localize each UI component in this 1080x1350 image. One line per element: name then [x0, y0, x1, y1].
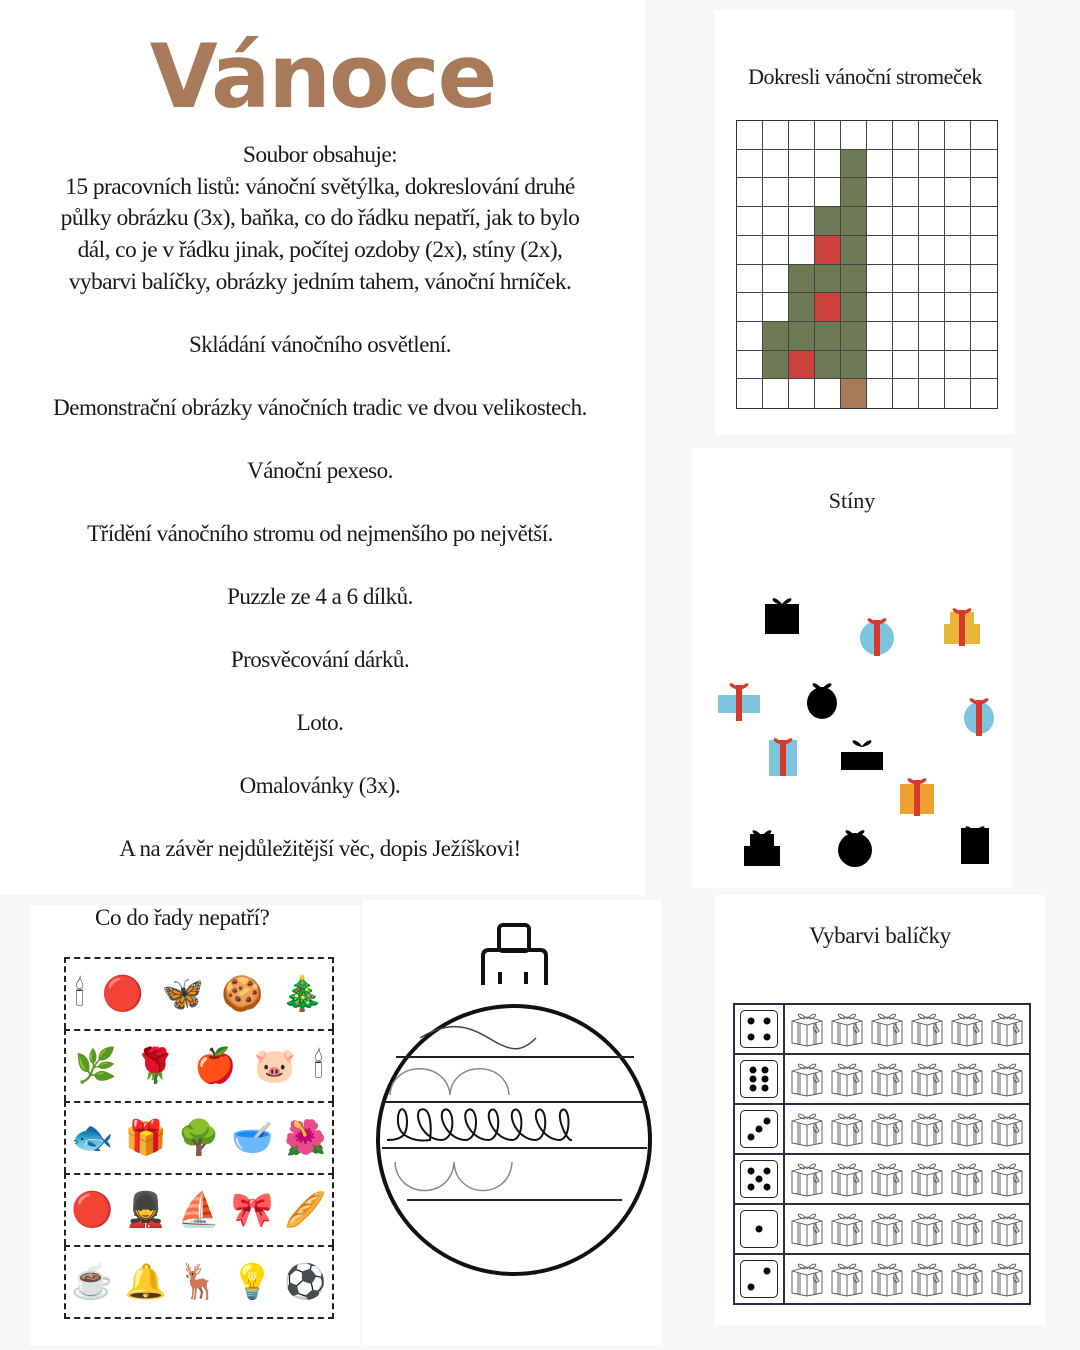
grid-cell-tree[interactable]	[763, 351, 789, 380]
gift-outline-icon[interactable]	[788, 1057, 826, 1101]
grid-cell[interactable]	[971, 121, 997, 150]
mistletoe-icon[interactable]: 🌿	[74, 1046, 118, 1086]
grid-cell[interactable]	[763, 236, 789, 265]
gift-outline-icon[interactable]	[908, 1107, 946, 1151]
grid-cell[interactable]	[945, 379, 971, 408]
grid-cell[interactable]	[971, 265, 997, 294]
tea-cup-icon[interactable]: ☕	[71, 1262, 114, 1302]
dice-4-icon	[740, 1010, 778, 1048]
odd-one-out-row	[64, 1029, 334, 1101]
gift-outline-icon[interactable]	[868, 1057, 906, 1101]
grid-cell-tree[interactable]	[789, 265, 815, 294]
wave-pattern	[420, 1027, 536, 1049]
gift-outline-icon[interactable]	[868, 1107, 906, 1151]
grid-cell-tree[interactable]	[789, 293, 815, 322]
feature-item: Omalovánky (3x).	[239, 773, 401, 798]
grid-cell[interactable]	[893, 121, 919, 150]
odd-one-out-row	[64, 1173, 334, 1245]
dice-pip	[763, 1118, 770, 1125]
baking-icon[interactable]: 🥣	[230, 1118, 274, 1158]
gift-shadow-stacked-icon[interactable]	[737, 820, 787, 870]
grid-cell[interactable]	[945, 207, 971, 236]
grid-cell[interactable]	[971, 236, 997, 265]
grid-cell[interactable]	[789, 121, 815, 150]
gift-outline-icon[interactable]	[788, 1257, 826, 1301]
gift-cells	[785, 1205, 1029, 1253]
candle-icon[interactable]: 🕯	[313, 1046, 324, 1086]
color-packages-worksheet	[715, 895, 1045, 1325]
gift-shadow-round-icon[interactable]	[797, 673, 847, 723]
grid-cell[interactable]	[945, 150, 971, 179]
grid-cell[interactable]	[893, 207, 919, 236]
grid-cell[interactable]	[971, 150, 997, 179]
dice-cell	[735, 1055, 785, 1103]
description-line: dál, co je v řádku jinak, počítej ozdoby (2x), stíny (2x),	[77, 237, 563, 264]
grid-cell[interactable]	[867, 121, 893, 150]
cups-pattern	[395, 1162, 512, 1191]
grid-cell[interactable]	[919, 265, 945, 294]
gift-outline-icon[interactable]	[788, 1107, 826, 1151]
grid-cell[interactable]	[945, 236, 971, 265]
golden-pig-icon[interactable]: 🐷	[253, 1046, 297, 1086]
gift-outline-icon[interactable]	[908, 1007, 946, 1051]
dice-gift-table	[733, 1003, 1031, 1305]
gift-outline-icon[interactable]	[988, 1007, 1026, 1051]
grid-cell[interactable]	[815, 121, 841, 150]
gift-outline-icon[interactable]	[788, 1007, 826, 1051]
grid-cell[interactable]	[763, 265, 789, 294]
grid-cell-tree[interactable]	[841, 236, 867, 265]
gift-outline-icon[interactable]	[828, 1107, 866, 1151]
grid-cell[interactable]	[867, 322, 893, 351]
dice-pip	[763, 1018, 770, 1025]
grid-cell[interactable]	[893, 322, 919, 351]
grid-cell[interactable]	[737, 265, 763, 294]
description-line: půlky obrázku (3x), baňka, co do řádku nepatří, jak to bylo	[60, 205, 580, 232]
gift-stacked-icon[interactable]	[937, 598, 987, 648]
dice-pip	[749, 1076, 756, 1083]
feature-item: Skládání vánočního osvětlení.	[188, 332, 452, 357]
grid-cell[interactable]	[971, 207, 997, 236]
gift-outline-icon[interactable]	[828, 1057, 866, 1101]
dice-cell	[735, 1255, 785, 1303]
gift-outline-icon[interactable]	[948, 1157, 986, 1201]
grid-cell-tree[interactable]	[841, 322, 867, 351]
gift-outline-icon[interactable]	[828, 1157, 866, 1201]
grid-cell[interactable]	[815, 178, 841, 207]
grid-cell-tree[interactable]	[815, 351, 841, 380]
dice-cell	[735, 1155, 785, 1203]
beach-ball-icon[interactable]: ⚽	[284, 1262, 327, 1302]
dice-row	[735, 1255, 1029, 1303]
grid-cell[interactable]	[919, 178, 945, 207]
dice-pip	[748, 1018, 755, 1025]
dice-row	[735, 1055, 1029, 1105]
grid-cell-tree[interactable]	[763, 322, 789, 351]
gift-outline-icon[interactable]	[908, 1257, 946, 1301]
dice-pip	[762, 1085, 769, 1092]
grid-cell[interactable]	[763, 178, 789, 207]
grid-cell[interactable]	[737, 293, 763, 322]
worksheet-heading: Co do řady nepatří?	[95, 905, 270, 930]
feature-item: Prosvěcování dárků.	[230, 647, 410, 672]
gift-outline-icon[interactable]	[908, 1207, 946, 1251]
carp-icon[interactable]: 🐟	[71, 1118, 114, 1158]
tree-drawing-worksheet	[715, 10, 1015, 435]
grid-cell[interactable]	[789, 379, 815, 408]
grid-cell[interactable]	[893, 150, 919, 179]
gift-outline-icon[interactable]	[948, 1207, 986, 1251]
gift-outline-icon[interactable]	[988, 1157, 1026, 1201]
gift-outline-icon[interactable]	[828, 1007, 866, 1051]
feature-item: Třídění vánočního stromu od nejmenšího po největší.	[87, 521, 553, 546]
grid-cell[interactable]	[763, 150, 789, 179]
dice-pip	[763, 1183, 770, 1190]
feature-item: Puzzle ze 4 a 6 dílků.	[227, 584, 413, 609]
bauble-tracing-worksheet	[362, 900, 662, 1345]
grid-cell[interactable]	[893, 265, 919, 294]
gift-outline-icon[interactable]	[908, 1157, 946, 1201]
light-bulb-icon[interactable]: 🔴	[101, 974, 145, 1014]
grid-cell[interactable]	[945, 121, 971, 150]
arches-pattern	[390, 1069, 509, 1095]
grid-cell[interactable]	[945, 293, 971, 322]
odd-one-out-worksheet	[30, 905, 360, 1345]
dice-pip	[756, 1126, 763, 1133]
gift-outline-icon[interactable]	[788, 1207, 826, 1251]
gift-outline-icon[interactable]	[988, 1257, 1026, 1301]
grid-cell[interactable]	[815, 379, 841, 408]
grid-cell[interactable]	[971, 351, 997, 380]
grid-cell[interactable]	[971, 293, 997, 322]
dice-cell	[735, 1105, 785, 1153]
grid-cell-ornament[interactable]	[815, 293, 841, 322]
gift-outline-icon[interactable]	[988, 1107, 1026, 1151]
gift-outline-icon[interactable]	[828, 1257, 866, 1301]
nutcracker-icon[interactable]: 💂	[124, 1190, 167, 1230]
description-line: Soubor obsahuje:	[242, 142, 398, 168]
grid-cell[interactable]	[919, 121, 945, 150]
dice-pip	[748, 1133, 755, 1140]
dice-pip	[762, 1066, 769, 1073]
braided-bread-icon[interactable]: 🥖	[284, 1190, 327, 1230]
gift-cells	[785, 1055, 1029, 1103]
dice-cell	[735, 1005, 785, 1053]
gift-shadow-box-icon[interactable]	[757, 588, 807, 638]
grid-cell[interactable]	[893, 178, 919, 207]
grid-cell[interactable]	[893, 293, 919, 322]
info-panel	[0, 0, 645, 895]
dice-pip	[748, 1283, 755, 1290]
pixel-grid	[736, 120, 998, 409]
grid-cell[interactable]	[789, 178, 815, 207]
dice-pip	[748, 1183, 755, 1190]
grid-cell[interactable]	[737, 121, 763, 150]
grid-cell[interactable]	[841, 121, 867, 150]
grid-cell[interactable]	[737, 178, 763, 207]
worksheet-heading: Dokresli vánoční stromeček	[748, 64, 982, 89]
dice-pip	[756, 1226, 763, 1233]
bell-icon[interactable]: 🔔	[124, 1262, 167, 1302]
dice-1-icon	[740, 1210, 778, 1248]
gift-cells	[785, 1155, 1029, 1203]
dice-3-icon	[740, 1110, 778, 1148]
grid-cell-tree[interactable]	[841, 351, 867, 380]
dice-6-icon	[740, 1060, 778, 1098]
gift-outline-icon[interactable]	[988, 1057, 1026, 1101]
grid-cell[interactable]	[789, 207, 815, 236]
gift-cells	[785, 1105, 1029, 1153]
dice-row	[735, 1155, 1029, 1205]
grid-cell[interactable]	[815, 150, 841, 179]
dice-pip	[748, 1168, 755, 1175]
gift-outline-icon[interactable]	[988, 1207, 1026, 1251]
candles-icon[interactable]: 🕯	[74, 974, 85, 1014]
grid-cell[interactable]	[945, 178, 971, 207]
gift-cells	[785, 1255, 1029, 1303]
gift-round-box-icon[interactable]	[852, 608, 902, 658]
dice-pip	[763, 1168, 770, 1175]
dice-5-icon	[740, 1160, 778, 1198]
grid-cell[interactable]	[867, 236, 893, 265]
gift-box-icon[interactable]	[892, 768, 942, 818]
grid-cell[interactable]	[919, 322, 945, 351]
grid-cell[interactable]	[893, 236, 919, 265]
grid-cell-tree[interactable]	[841, 150, 867, 179]
dice-row	[735, 1105, 1029, 1155]
odd-one-out-row	[64, 957, 334, 1029]
string-lights-icon[interactable]: 💡	[230, 1262, 274, 1302]
gift-outline-icon[interactable]	[948, 1007, 986, 1051]
gift-outline-icon[interactable]	[828, 1207, 866, 1251]
gift-outline-icon[interactable]	[868, 1207, 906, 1251]
gift-outline-icon[interactable]	[908, 1057, 946, 1101]
gift-icon[interactable]: 🎁	[124, 1118, 167, 1158]
grid-cell[interactable]	[971, 322, 997, 351]
gift-outline-icon[interactable]	[788, 1157, 826, 1201]
grid-cell[interactable]	[867, 351, 893, 380]
feature-item: Loto.	[296, 710, 344, 735]
bauble-drawing	[362, 900, 662, 1345]
feature-item: Demonstrační obrázky vánočních tradic ve dvou velikostech.	[53, 395, 587, 420]
christmas-tree-icon[interactable]: 🎄	[280, 974, 324, 1014]
page-title: Vánoce	[149, 25, 496, 128]
grid-cell[interactable]	[867, 178, 893, 207]
grid-cell-tree[interactable]	[841, 207, 867, 236]
grid-cell[interactable]	[867, 265, 893, 294]
grid-cell[interactable]	[737, 236, 763, 265]
gift-tall-box-icon[interactable]	[758, 728, 808, 778]
grid-cell-tree[interactable]	[841, 265, 867, 294]
gift-outline-icon[interactable]	[868, 1007, 906, 1051]
apple-icon[interactable]: 🍎	[194, 1046, 237, 1086]
grid-cell[interactable]	[737, 207, 763, 236]
grid-cell[interactable]	[789, 236, 815, 265]
gift-shadow-flat-box-icon[interactable]	[837, 730, 887, 780]
feature-item: Vánoční pexeso.	[247, 458, 393, 483]
reindeer-icon[interactable]: 🦌	[177, 1262, 221, 1302]
dice-pip	[763, 1033, 770, 1040]
grid-cell[interactable]	[945, 265, 971, 294]
sailboat-icon[interactable]: ⛵	[177, 1190, 221, 1230]
worksheet-heading: Stíny	[828, 488, 876, 513]
grid-cell[interactable]	[737, 322, 763, 351]
gift-outline-icon[interactable]	[948, 1107, 986, 1151]
grid-cell[interactable]	[945, 322, 971, 351]
butterfly-icon[interactable]: 🦋	[161, 974, 204, 1014]
file-contents-description	[20, 140, 620, 299]
description-line: vybarvi balíčky, obrázky jedním tahem, vánoční hrníček.	[68, 268, 572, 295]
grid-cell[interactable]	[867, 379, 893, 408]
grid-cell[interactable]	[893, 351, 919, 380]
odd-one-out-rows	[64, 957, 334, 1317]
shadows-worksheet	[692, 448, 1012, 888]
dice-pip	[749, 1085, 756, 1092]
gift-round-icon[interactable]	[954, 688, 1004, 738]
blossom-tree-icon[interactable]: 🌳	[177, 1118, 221, 1158]
dice-pip	[749, 1066, 756, 1073]
dice-cell	[735, 1205, 785, 1253]
grid-cell[interactable]	[919, 236, 945, 265]
rose-icon[interactable]: 🌹	[134, 1046, 177, 1086]
grid-cell[interactable]	[919, 293, 945, 322]
gift-cells	[785, 1005, 1029, 1053]
dice-row	[735, 1005, 1029, 1055]
grid-cell-tree[interactable]	[841, 178, 867, 207]
grid-cell-ornament[interactable]	[815, 236, 841, 265]
dice-row	[735, 1205, 1029, 1255]
gift-outline-icon[interactable]	[948, 1057, 986, 1101]
dice-pip	[748, 1033, 755, 1040]
grid-cell[interactable]	[919, 351, 945, 380]
grid-cell[interactable]	[919, 379, 945, 408]
gift-flat-box-icon[interactable]	[714, 673, 764, 723]
grid-cell[interactable]	[867, 150, 893, 179]
grid-cell-trunk[interactable]	[841, 379, 867, 408]
grid-cell-tree[interactable]	[815, 207, 841, 236]
grid-cell[interactable]	[763, 121, 789, 150]
grid-cell[interactable]	[867, 293, 893, 322]
worksheet-heading: Vybarvi balíčky	[809, 923, 951, 948]
gift-shadow-round-box-icon[interactable]	[830, 820, 880, 870]
cookies-icon[interactable]: 🍪	[221, 974, 264, 1014]
bauble-icon[interactable]: 🔴	[71, 1190, 114, 1230]
grid-cell[interactable]	[893, 379, 919, 408]
grid-cell-tree[interactable]	[841, 293, 867, 322]
gift-shadow-tall-box-icon[interactable]	[950, 816, 1000, 866]
gift-outline-icon[interactable]	[868, 1257, 906, 1301]
gift-outline-icon[interactable]	[948, 1257, 986, 1301]
dice-pip	[763, 1268, 770, 1275]
feature-item: A na závěr nejdůležitější věc, dopis Ježíškovi!	[119, 836, 521, 861]
odd-one-out-row	[64, 1101, 334, 1173]
grid-cell-tree[interactable]	[815, 322, 841, 351]
grid-cell[interactable]	[789, 150, 815, 179]
grid-cell[interactable]	[737, 351, 763, 380]
grid-cell[interactable]	[737, 379, 763, 408]
grid-cell[interactable]	[763, 207, 789, 236]
grid-cell[interactable]	[971, 379, 997, 408]
grid-cell[interactable]	[867, 207, 893, 236]
grid-cell[interactable]	[737, 150, 763, 179]
loops-pattern	[387, 1109, 572, 1140]
grid-cell-tree[interactable]	[789, 322, 815, 351]
gift-outline-icon[interactable]	[868, 1157, 906, 1201]
grid-cell-tree[interactable]	[815, 265, 841, 294]
wreath-icon[interactable]: 🎀	[230, 1190, 274, 1230]
dice-2-icon	[740, 1260, 778, 1298]
bauble-cap-icon	[483, 925, 546, 985]
dice-pip	[756, 1176, 763, 1183]
grid-cell[interactable]	[919, 150, 945, 179]
grid-cell[interactable]	[945, 351, 971, 380]
grid-cell[interactable]	[971, 178, 997, 207]
grid-cell-ornament[interactable]	[789, 351, 815, 380]
grid-cell[interactable]	[919, 207, 945, 236]
grid-cell[interactable]	[763, 293, 789, 322]
grid-cell[interactable]	[763, 379, 789, 408]
poinsettia-icon[interactable]: 🌺	[284, 1118, 327, 1158]
description-line: 15 pracovních listů: vánoční světýlka, dokreslování druhé	[65, 173, 575, 200]
dice-pip	[762, 1076, 769, 1083]
odd-one-out-row	[64, 1245, 334, 1319]
